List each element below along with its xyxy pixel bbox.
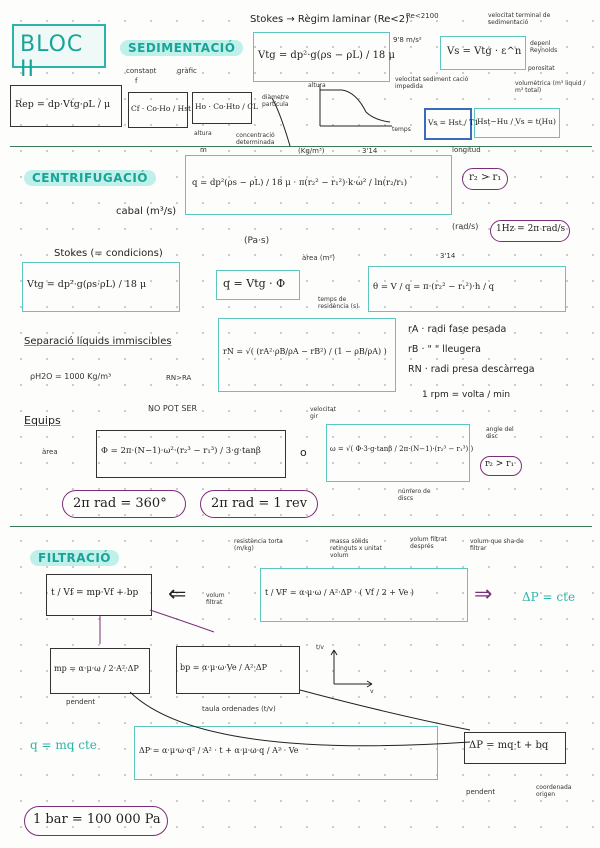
centrifugation-formula: q = dp²(ρs − ρL) / 18 μ · π(r₂² − r₁²)·k·ω² / ln(r₂/r₁) — [192, 178, 408, 188]
rev-conv: 1 rpm = volta / min — [422, 390, 511, 400]
vel-gir: velocitat gir — [310, 406, 336, 420]
q-cte: q = mq cte — [30, 738, 97, 752]
filtracio-tag: FILTRACIÓ — [30, 550, 119, 566]
hz-conv: 1Hz = 2π rad/s — [496, 224, 566, 234]
centrifugacio-tag: CENTRIFUGACIÓ — [24, 170, 156, 186]
hst-formula: Hst−Hu / Vs = t(Hu) — [477, 117, 556, 126]
bp-formula: bp = α·μ·ω·Ve / A²·ΔP — [180, 663, 268, 672]
cf-formula: Cf · Co·Ho / Hst — [131, 104, 192, 113]
stokes-cond: Stokes (= condicions) — [54, 248, 163, 259]
dp-formula: ΔP = α·μ·ω·q² / A² · t + α·μ·ω·q / A² · Ve — [139, 746, 299, 755]
axis-x: v — [370, 688, 374, 695]
pas-label: (Pa·s) — [244, 236, 270, 246]
bloc-title: BLOC II — [20, 32, 84, 82]
pi-value: 3'14 — [362, 147, 378, 155]
mp-formula: mp = α·μ·ω / 2·A²·ΔP — [54, 664, 139, 673]
pi-value-2: 3'14 — [440, 252, 456, 260]
temps-res: temps de residència (s) — [318, 296, 359, 310]
num-discs: número de discs — [398, 488, 431, 502]
rn-def: RN · radi presa descàrrega — [408, 364, 535, 375]
rad-360-text: 2π rad = 360° — [73, 496, 167, 511]
equips-title: Equips — [24, 414, 61, 427]
depen-reynolds: depenl Reynolds — [530, 40, 558, 54]
filtration-main-formula: t / VF = α·μ·ω / A²·ΔP · ( Vf / 2 + Ve ) — [265, 588, 414, 597]
rn-note: RN>RA — [166, 374, 192, 382]
sep-title: Separació líquids immiscibles — [24, 336, 172, 347]
rad-s: (rad/s) — [452, 222, 479, 231]
const-label: constant — [126, 67, 157, 75]
vs-formula: Vs = Vtg · ε^n — [447, 46, 522, 57]
taula: taula ordenades (t/v) — [202, 705, 276, 713]
sedimentacio-tag: SEDIMENTACIÓ — [120, 40, 243, 56]
vtg-formula: Vtg = dp²·g(ρs − ρL) / 18 μ — [258, 50, 395, 61]
resistencia: resistència torta (m/kg) — [234, 538, 283, 552]
g-value: 9'8 m/s² — [393, 36, 422, 44]
reynolds-formula: Rep = dp·Vtg·ρL / μ — [15, 99, 111, 110]
vtg2-formula: Vtg = dp²·g(ρs·ρL) / 18 μ — [27, 279, 147, 290]
density-water: ρH2O = 1000 Kg/m³ — [30, 372, 112, 381]
bar-conv: 1 bar = 100 000 Pa — [33, 812, 161, 827]
longitud-label: longitud — [452, 146, 481, 154]
pendent: pendent — [66, 698, 96, 706]
pendent-2: pendent — [466, 788, 496, 796]
r2-r1-text: r₂ > r₁ — [469, 172, 502, 183]
conc-label: concentració determinada — [236, 132, 275, 146]
vel-sed-impedida: velocitat sediment cació impedida — [395, 76, 469, 90]
ho-formula: Ho · Co·Hto / CL — [195, 102, 258, 111]
rad-rev-text: 2π rad = 1 rev — [211, 496, 308, 511]
temps-axis: temps — [392, 126, 411, 133]
rb-def: rB · " " lleugera — [408, 344, 482, 355]
poros: porositat — [528, 65, 555, 72]
rn-formula: rN = √( (rA²·ρB/ρA − rB²) / (1 − ρB/ρA) ) — [223, 347, 387, 356]
vol-equip: volum que sha de filtrar — [470, 538, 524, 552]
t-vf-left-formula: t / Vf = mp·Vf + bp — [51, 588, 139, 598]
kg-m3: (Kg/m³) — [298, 147, 325, 155]
dp-cte: ΔP = cte — [522, 590, 576, 604]
cabal-label: cabal (m³/s) — [116, 206, 177, 217]
ra-def: rA · radi fase pesada — [408, 324, 507, 335]
dp-linear: ΔP = mq·t + bq — [469, 740, 549, 751]
const-f: f — [135, 77, 138, 85]
vel-terminal: velocitat terminal de sedimentació — [488, 12, 551, 26]
implies-left-arrow: ⇐ — [168, 582, 187, 607]
theta-formula: θ = V / q = π·(r₂² − r₁²)·h / q — [373, 282, 495, 292]
m-label: m — [200, 146, 207, 154]
altura-label: altura — [194, 130, 212, 137]
area-label: àrea (m²) — [302, 254, 335, 262]
grafic-label: gràfic — [177, 67, 197, 75]
vs-box-2-formula: Vs = Hst / T1 — [428, 118, 479, 127]
re-limit: Re<2100 — [406, 12, 439, 20]
vol-label: volumètrica (m³ liquid / m³ total) — [515, 80, 586, 94]
stokes-label: Stokes → Règim laminar (Re<2) — [250, 14, 409, 25]
vol-filtrat: volum filtrat després — [410, 536, 447, 550]
no-potser: NO POT SER — [148, 404, 198, 413]
implies-right-arrow: ⇒ — [474, 582, 493, 607]
r2-r1-text-2: r₂ > r₁ — [485, 459, 515, 469]
coord-origen: coordenada origen — [536, 784, 572, 798]
massa: massa sòlids retinguts x unitat volum — [330, 538, 382, 559]
phi-formula: Φ = 2π·(N−1)·ω²·(r₂³ − r₁³) / 3·g·tanβ — [101, 446, 261, 456]
omega-formula: ω = √( Φ·3·g·tanβ / 2π·(N−1)·(r₂³ − r₁³) ) — [330, 445, 474, 453]
q-vtg-formula: q = Vtg · Φ — [223, 277, 286, 290]
angle-disc: angle del disc — [486, 426, 514, 440]
area-note: àrea — [42, 448, 58, 456]
diametre-label: diàmetre partícula — [262, 94, 290, 108]
altura-axis: altura — [308, 82, 326, 89]
axis-y: t/v — [316, 644, 324, 651]
volum-filtrat: volum filtrat — [206, 592, 225, 606]
o-word: o — [300, 446, 307, 459]
